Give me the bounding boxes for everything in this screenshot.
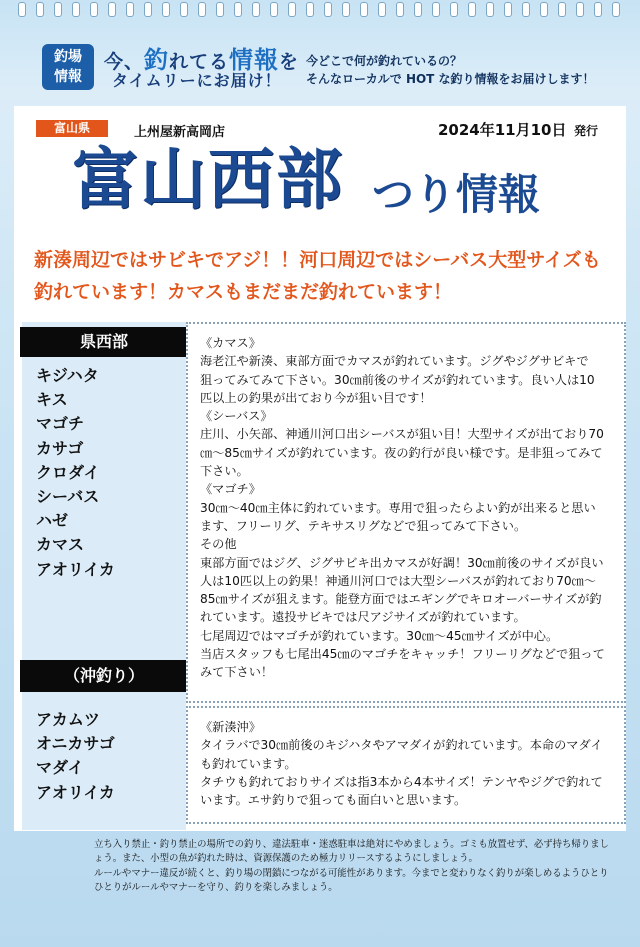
binder-ring	[324, 2, 332, 17]
binder-ring	[90, 2, 98, 17]
binder-ring	[18, 2, 26, 17]
binder-ring	[558, 2, 566, 17]
binder-ring	[306, 2, 314, 17]
west-fish-item: アオリイカ	[36, 559, 115, 579]
west-fish-list	[36, 364, 115, 582]
west-region-heading: 県西部	[20, 327, 188, 357]
offshore-fish-item: マダイ	[36, 758, 84, 778]
binder-ring	[360, 2, 368, 17]
offshore-fish-item: アカムツ	[36, 710, 100, 729]
west-fish-item: キジハタ	[36, 366, 99, 385]
binder-ring	[396, 2, 404, 17]
binder-ring	[108, 2, 116, 17]
binder-ring	[216, 2, 224, 17]
binder-ring	[576, 2, 584, 17]
west-fish-item: ハゼ	[36, 511, 69, 531]
page-subtitle: つり情報	[372, 170, 541, 219]
binder-ring	[198, 2, 206, 17]
binder-ring	[414, 2, 422, 17]
fishing-info-badge: 釣場 情報	[42, 44, 94, 90]
footer-notice: 立ち入り禁止・釣り禁止の場所での釣り、違法駐車・迷惑駐車は絶対にやめましょう。ゴミも放置せず、必ず持ち帰りましょう。また、小型の魚が釣れた時は、資源保護のため極力リリースするようにしましょう。 ルールやマナー違反が続くと、釣り場の閉鎖につながる可能性があります。今までと変わりなく釣りが楽しめるようひとりひとりがルールやマナーを守り、釣りを楽しみましょう。	[94, 839, 609, 894]
west-fish-item: キス	[36, 390, 68, 410]
binder-ring	[126, 2, 134, 17]
binder-ring	[432, 2, 440, 17]
binder-ring	[36, 2, 44, 17]
slogan-line-1: 今、釣れてる情報を	[104, 46, 300, 74]
binder-ring	[504, 2, 512, 17]
binder-ring	[162, 2, 170, 17]
west-fish-item: シーバス	[36, 486, 100, 506]
headline: 新湊周辺ではサビキでアジ！！河口周辺ではシーバス大型サイズも釣れています！カマスもまだまだ釣れています！	[34, 249, 601, 303]
binder-ring	[378, 2, 386, 17]
west-fish-item: カサゴ	[36, 438, 84, 458]
slogan-line-2: タイムリーにお届け！	[112, 71, 282, 90]
binder-ring	[486, 2, 494, 17]
west-fish-item: マゴチ	[36, 414, 85, 434]
offshore-report-text: 《新湊沖》 タイラバで30㎝前後のキジハタやアマダイが釣れています。本命のマダイ も釣れています。 タチウも釣れておりサイズは指3本から4本サイズ！テンヤやジグで釣れて います。エサ釣りで狙っても面白いと思います。	[200, 720, 603, 808]
west-report-text: 《カマス》 海老江や新湊、東部方面でカマスが釣れています。ジグやジグサビキで 狙ってみてみて下さい。30㎝前後のサイズが釣れています。良い人は10 匹以上の釣果が出ており今が狙い目です！ 《シーバス》 庄川、小矢部、神通川河口出シーバスが狙い目！大型サイズが出ており70 ㎝～85㎝サイズが釣れています。夜の釣行が良い様です。是非狙ってみて 下さい。 《マゴチ》 30㎝～40㎝主体に釣れています。専用で狙ったらよい釣が出来ると思い ます、フリーリグ、テキサスリグなどで狙ってみて下さい。 その他 東部方面ではジグ、ジグサビキ出カマスが好調！30㎝前後のサイズが良い 人は10匹以上の釣果！神通川河口では大型シーバスが釣れており70㎝～ 85㎝サイズが狙えます。能登方面ではエギングでキロオーバーサイズが釣 れています。遠投サビキでは尺アジサイズが釣れています。 七尾周辺ではマゴチが釣れています。30㎝～45㎝サイズが中心。 当店スタッフも七尾出45㎝のマゴチをキャッチ！フリーリグなどで狙って みて下さい！	[200, 336, 605, 680]
offshore-heading: （沖釣り）	[20, 660, 188, 692]
binder-ring	[144, 2, 152, 17]
binder-ring	[450, 2, 458, 17]
intro-line-1: 今どこで何が釣れているの？	[306, 54, 463, 68]
store-name: 上州屋新高岡店	[134, 125, 226, 140]
west-fish-item: カマス	[36, 535, 85, 555]
offshore-fish-item: アオリイカ	[36, 782, 115, 802]
binder-ring	[270, 2, 278, 17]
binder-ring	[522, 2, 530, 17]
binder-ring	[468, 2, 476, 17]
binder-ring	[540, 2, 548, 17]
issue-date: 2024年11月10日	[438, 121, 567, 139]
binder-ring	[342, 2, 350, 17]
binder-ring	[72, 2, 80, 17]
intro-line-2: そんなローカルで HOT な釣り情報をお届けします！	[306, 72, 595, 86]
binder-ring	[612, 2, 620, 17]
binder-rings	[18, 0, 628, 18]
page-title: 富山西部	[72, 141, 344, 218]
binder-ring	[288, 2, 296, 17]
binder-ring	[54, 2, 62, 17]
west-fish-item: クロダイ	[36, 462, 100, 482]
binder-ring	[180, 2, 188, 17]
binder-ring	[252, 2, 260, 17]
offshore-fish-list	[36, 708, 115, 805]
binder-ring	[234, 2, 242, 17]
prefecture-tag: 富山県	[36, 120, 108, 137]
issue-date-suffix: 発行	[574, 124, 599, 138]
binder-ring	[594, 2, 602, 17]
offshore-fish-item: オニカサゴ	[36, 734, 115, 754]
